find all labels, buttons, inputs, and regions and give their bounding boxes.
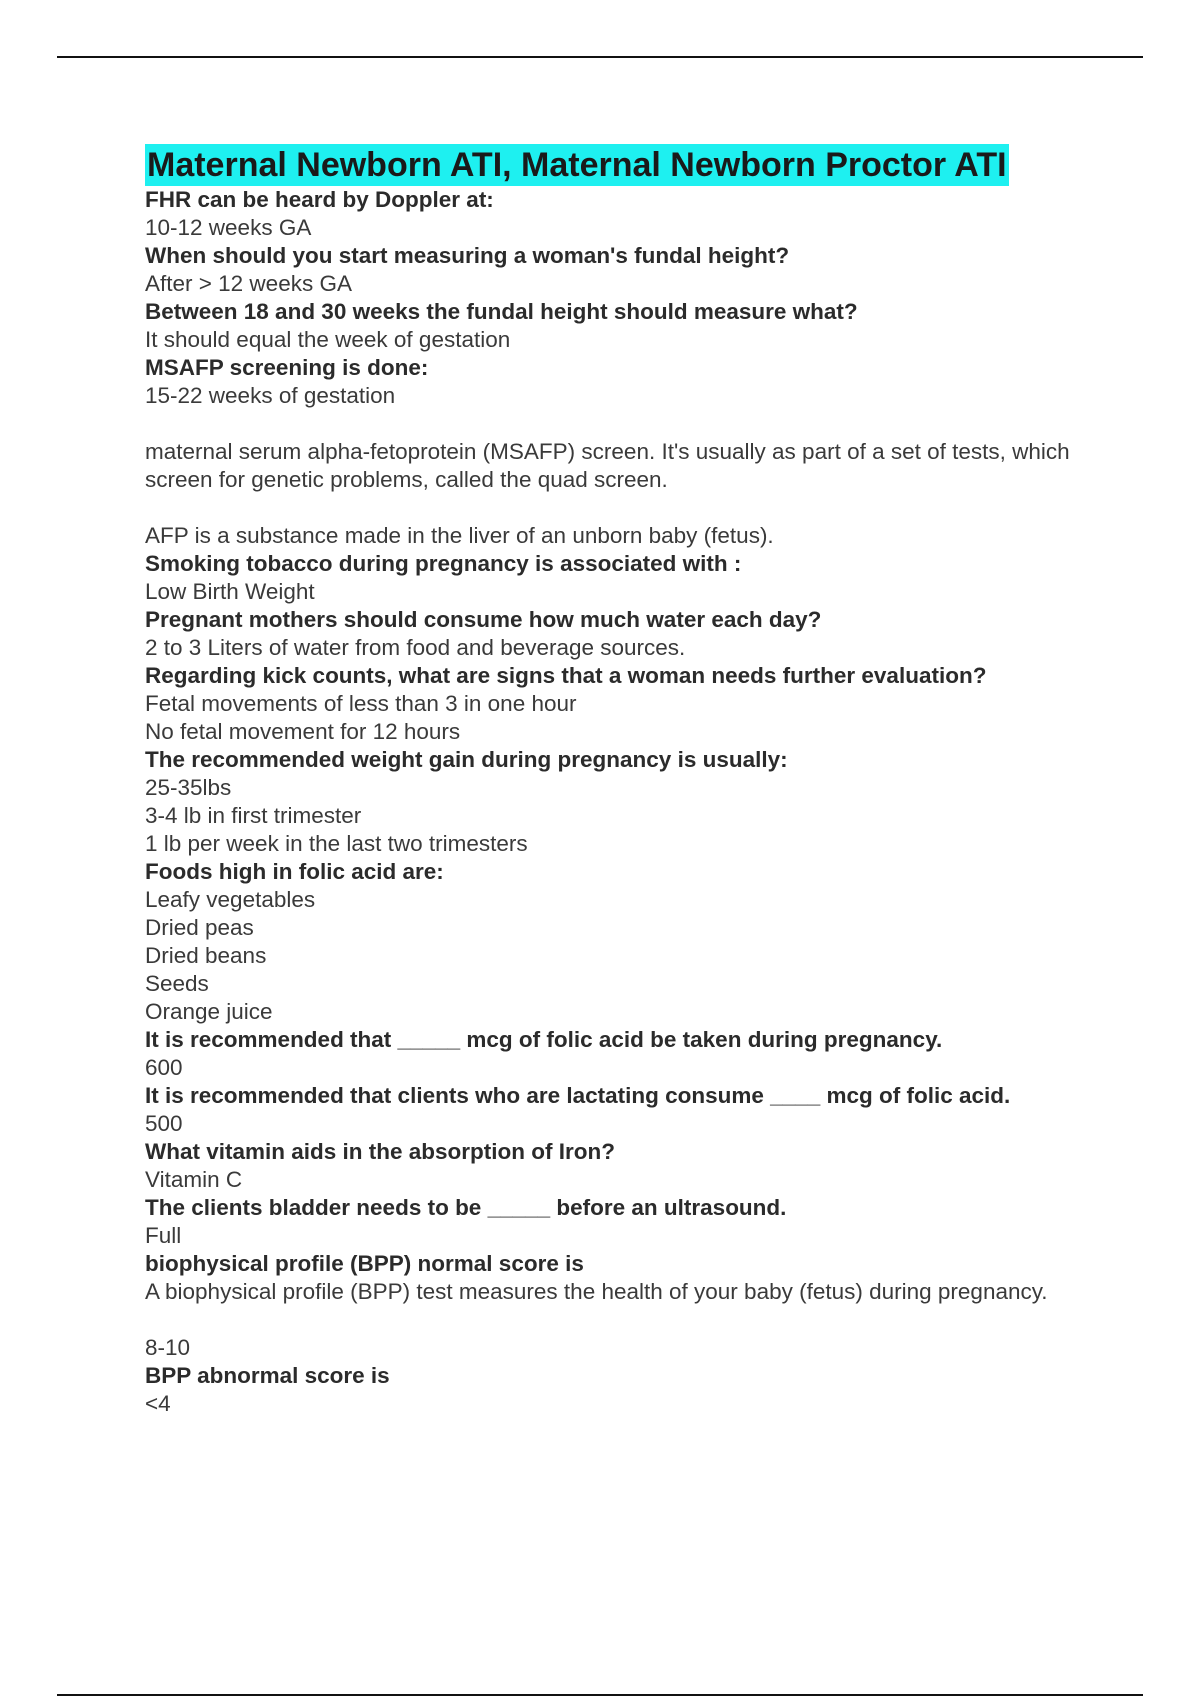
qa-item (145, 1362, 1085, 1418)
answer-line: Low Birth Weight (145, 579, 315, 604)
answer-line: Dried beans (145, 943, 267, 968)
question-text: BPP abnormal score is (145, 1363, 390, 1388)
qa-item (145, 242, 1085, 298)
answer-text (145, 690, 1085, 746)
question-text: FHR can be heard by Doppler at: (145, 187, 494, 212)
answer-line: 10-12 weeks GA (145, 215, 312, 240)
qa-item (145, 298, 1085, 354)
answer-line: Leafy vegetables (145, 887, 316, 912)
answer-line: It should equal the week of gestation (145, 327, 511, 352)
answer-text (145, 1110, 1085, 1138)
answer-line: Fetal movements of less than 3 in one hour (145, 691, 577, 716)
answer-line: Vitamin C (145, 1167, 243, 1192)
answer-line (145, 1306, 1085, 1334)
header-rule (57, 56, 1143, 58)
answer-text (145, 1278, 1085, 1362)
question-text: Between 18 and 30 weeks the fundal height should measure what? (145, 299, 858, 324)
qa-item (145, 1026, 1085, 1082)
answer-line: AFP is a substance made in the liver of an unborn baby (fetus). (145, 523, 774, 548)
answer-text (145, 1054, 1085, 1082)
answer-line: Full (145, 1223, 182, 1248)
qa-item (145, 354, 1085, 550)
question-text: When should you start measuring a woman's fundal height? (145, 243, 790, 268)
answer-text (145, 214, 1085, 242)
answer-text (145, 578, 1085, 606)
answer-line: A biophysical profile (BPP) test measures the health of your baby (fetus) during pregnancy. (145, 1279, 1048, 1304)
qa-item (145, 746, 1085, 858)
qa-item (145, 1138, 1085, 1194)
answer-text (145, 1222, 1085, 1250)
question-text: Regarding kick counts, what are signs that a woman needs further evaluation? (145, 663, 987, 688)
qa-list (145, 186, 1085, 1418)
qa-item (145, 1250, 1085, 1362)
question-text: The clients bladder needs to be _____ before an ultrasound. (145, 1195, 787, 1220)
answer-text (145, 382, 1085, 550)
answer-line: 2 to 3 Liters of water from food and beverage sources. (145, 635, 686, 660)
answer-text (145, 1166, 1085, 1194)
answer-line: 1 lb per week in the last two trimesters (145, 831, 528, 856)
qa-item (145, 1194, 1085, 1250)
qa-item (145, 662, 1085, 746)
question-text: What vitamin aids in the absorption of Iron? (145, 1139, 616, 1164)
answer-line: 600 (145, 1055, 183, 1080)
answer-text (145, 270, 1085, 298)
answer-line (145, 410, 1085, 438)
question-text: MSAFP screening is done: (145, 355, 429, 380)
question-text: The recommended weight gain during pregnancy is usually: (145, 747, 788, 772)
answer-line: Dried peas (145, 915, 254, 940)
answer-line: No fetal movement for 12 hours (145, 719, 461, 744)
question-text: It is recommended that clients who are lactating consume ____ mcg of folic acid. (145, 1083, 1011, 1108)
qa-item (145, 606, 1085, 662)
answer-line: maternal serum alpha-fetoprotein (MSAFP) screen. It's usually as part of a set of tests, which screen for genetic problems, called the quad screen. (145, 439, 1076, 492)
answer-line: 15-22 weeks of gestation (145, 383, 396, 408)
qa-item (145, 858, 1085, 1026)
answer-text (145, 1390, 1085, 1418)
footer-rule (57, 1694, 1143, 1696)
answer-line: 8-10 (145, 1335, 191, 1360)
qa-item (145, 186, 1085, 242)
answer-line (145, 494, 1085, 522)
qa-item (145, 550, 1085, 606)
question-text: Foods high in folic acid are: (145, 859, 444, 884)
question-text: Smoking tobacco during pregnancy is associated with : (145, 551, 742, 576)
question-text: Pregnant mothers should consume how much water each day? (145, 607, 822, 632)
qa-item (145, 1082, 1085, 1138)
answer-line: After > 12 weeks GA (145, 271, 352, 296)
answer-line: Orange juice (145, 999, 273, 1024)
answer-line: 500 (145, 1111, 183, 1136)
answer-line: Seeds (145, 971, 209, 996)
document-title: Maternal Newborn ATI, Maternal Newborn Proctor ATI (147, 146, 1007, 184)
answer-line: 3-4 lb in first trimester (145, 803, 362, 828)
answer-text (145, 886, 1085, 1026)
question-text: It is recommended that _____ mcg of folic acid be taken during pregnancy. (145, 1027, 943, 1052)
answer-text (145, 634, 1085, 662)
answer-text (145, 774, 1085, 858)
answer-text (145, 326, 1085, 354)
answer-line: 25-35lbs (145, 775, 232, 800)
document-content (145, 144, 1085, 1418)
question-text: biophysical profile (BPP) normal score is (145, 1251, 584, 1276)
answer-line: <4 (145, 1391, 171, 1416)
